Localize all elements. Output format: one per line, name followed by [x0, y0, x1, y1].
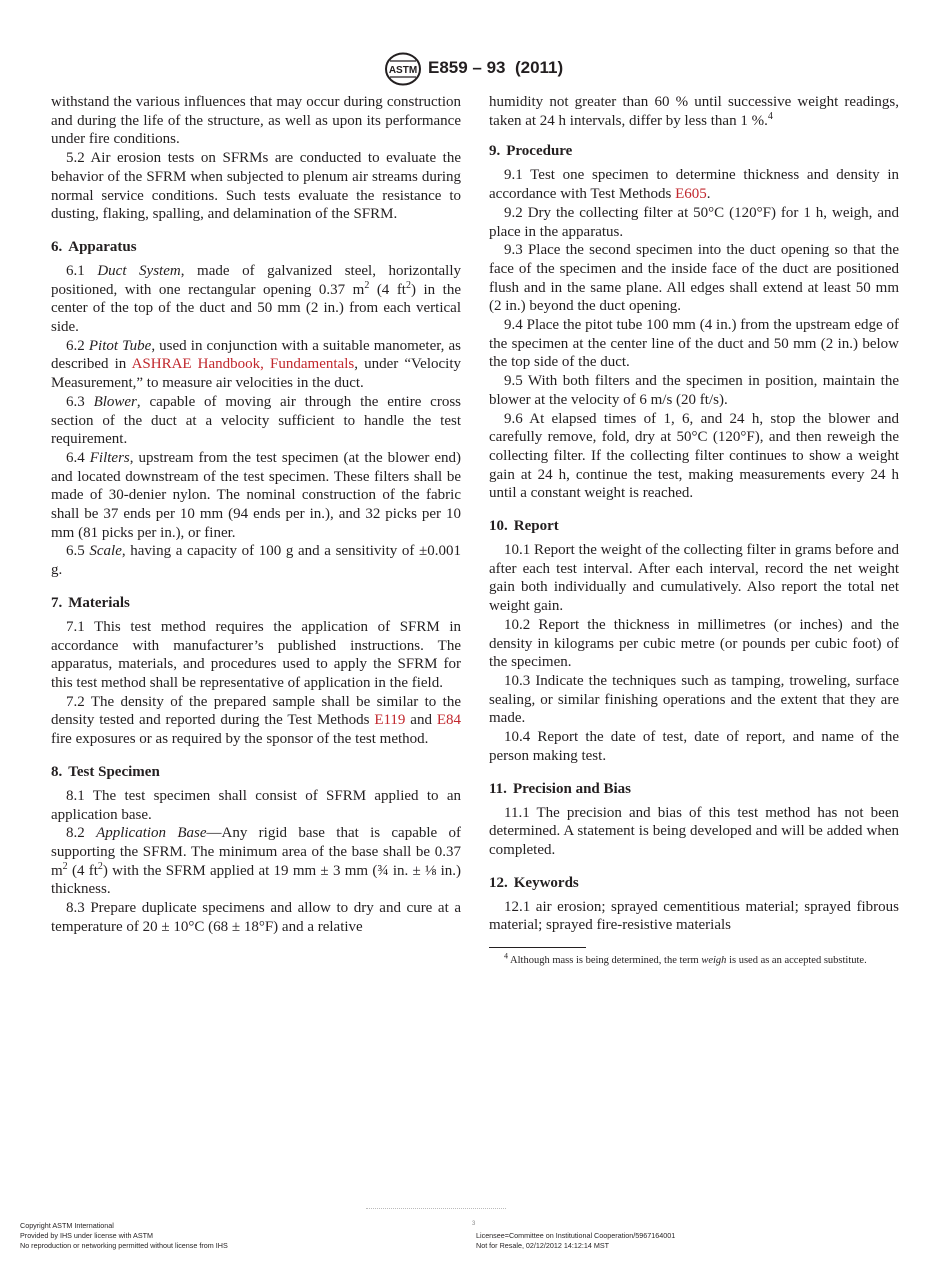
footer-resale-line: Not for Resale, 02/12/2012 14:12:14 MST	[476, 1241, 610, 1250]
paragraph-8-2: 8.2 Application Base—Any rigid base that is capable of supporting the SFRM. The minimum area of the base shall be 0.37 $m^2$ (4 $ft^2$) with the SFRM applied at 19 mm ± 3 mm (¾ in. ± ⅛ in.) thickness.	[51, 825, 462, 898]
paragraph-8-3-continued: humidity not greater than 60 % until successive weight readings, taken at 24 h intervals, differ by less than 1 %.$^4$	[489, 94, 899, 129]
paragraph-10-3: 10.3 Indicate the techniques such as tamping, troweling, surface sealing, or similar finishing operations and the extent that they are made.	[489, 672, 899, 727]
section-8-heading: 8. Test Specimen	[51, 763, 160, 780]
paragraph-9-2: 9.2 Dry the collecting filter at 50°C (120°F) for 1 h, weigh, and place in the apparatus.	[489, 204, 899, 240]
e119-link[interactable]: E119	[374, 712, 406, 729]
astm-logo-icon	[384, 52, 422, 86]
paragraph-6-5: 6.5 Scale, having a capacity of 100 g and a sensitivity of ±0.001 g.	[51, 543, 461, 579]
footnote-4: $^4$ Although mass is being determined, the term weigh is used as an accepted substitute.	[504, 951, 867, 967]
section-9-heading: 9. Procedure	[489, 143, 573, 160]
footer-divider	[366, 1208, 506, 1211]
paragraph-9-1: 9.1 Test one specimen to determine thickness and density in accordance with Test Methods E605.	[489, 167, 899, 203]
paragraph-7-1: 7.1 This test method requires the application of SFRM in accordance with manufacturer’s published instructions. The apparatus, materials, and procedures used to apply the SFRM for this test method shall be representative of application in the field.	[51, 618, 461, 691]
footer-licensee-line: Licensee=Committee on Institutional Cooperation/5967164001	[476, 1231, 676, 1240]
paragraph-9-6: 9.6 At elapsed times of 1, 6, and 24 h, stop the blower and carefully remove, fold, dry at 50°C (120°F), and then reweigh the collecting filter. If the collecting filter continues to show a weight gain at 24 h, continue the test, making measurements every 24 h until a constant weight is reached.	[489, 410, 899, 502]
paragraph-10-2: 10.2 Report the thickness in millimetres (or inches) and the density in kilograms per cubic metre (or pounds per cubic foot) of the specimen.	[489, 616, 899, 671]
paragraph-9-4: 9.4 Place the pitot tube 100 mm (4 in.) from the upstream edge of the specimen at the center line of the duct and 50 mm (2 in.) below the top side of the duct.	[489, 317, 899, 371]
left-column	[51, 93, 461, 936]
footnote-divider	[489, 947, 586, 948]
paragraph-11-1: 11.1 The precision and bias of this test method has not been determined. A statement is being developed and will be added when completed.	[489, 804, 899, 858]
paragraph-8-3: 8.3 Prepare duplicate specimens and allow to dry and cure at a temperature of 20 ± 10°C (68 ± 18°F) and a relative	[51, 900, 461, 935]
paragraph-10-4: 10.4 Report the date of test, date of report, and name of the person making test.	[489, 729, 899, 764]
footer-license	[476, 1231, 675, 1251]
footer-reproduction-line: No reproduction or networking permitted without license from IHS	[20, 1241, 228, 1250]
ashrae-handbook-link[interactable]: ASHRAE Handbook, Fundamentals	[131, 356, 355, 373]
designation-number: E859 – 93	[428, 58, 506, 77]
footer-copyright	[20, 1221, 228, 1251]
e605-link[interactable]: E605	[675, 186, 707, 203]
paragraph-8-1: 8.1 The test specimen shall consist of SFRM applied to an application base.	[51, 787, 461, 823]
footer-provider-line: Provided by IHS under license with ASTM	[20, 1231, 154, 1240]
paragraph-6-3: 6.3 Blower, capable of moving air through the entire cross section of the duct at a velocity sufficient to handle the test requirement.	[51, 393, 461, 448]
paragraph-9-5: 9.5 With both filters and the specimen in position, maintain the blower at the velocity of 6 m/s (20 ft/s).	[489, 373, 899, 408]
section-12-heading: 12. Keywords	[489, 874, 579, 891]
page-header	[0, 52, 950, 86]
paragraph-12-1: 12.1 air erosion; sprayed cementitious material; sprayed fibrous material; sprayed fire-resistive materials	[489, 898, 899, 934]
paragraph-5-1-continued: withstand the various influences that may occur during construction and during the life of the structure, as well as upon its performance under fire conditions.	[51, 94, 461, 148]
designation-year: (2011)	[514, 58, 564, 77]
paragraph-6-4: 6.4 Filters, upstream from the test specimen (at the blower end) and located downstream of the test specimen. These filters shall be made of 30-denier nylon. The nominal construction of the fabric shall be 37 ends per 10 mm (94 ends per in.), and 32 picks per 10 mm (81 picks per in.), or finer.	[51, 449, 461, 541]
section-10-heading: 10. Report	[489, 518, 559, 535]
logo-text: ASTM	[388, 65, 418, 76]
section-6-heading: 6. Apparatus	[51, 238, 137, 255]
paragraph-5-2: 5.2 Air erosion tests on SFRMs are conducted to evaluate the behavior of the SFRM when subjected to plenum air streams during normal service conditions. Such tests evaluate the resistance to dusting, flaking, spalling, and delamination of the SFRM.	[51, 150, 461, 223]
section-11-heading: 11. Precision and Bias	[489, 780, 632, 797]
e84-link[interactable]: E84	[436, 712, 461, 729]
footer-copyright-line: Copyright ASTM International	[20, 1221, 114, 1230]
document-designation	[428, 58, 563, 78]
paragraph-10-1: 10.1 Report the weight of the collecting filter in grams before and after each test interval. After each interval, record the net weight gain both individually and cumulatively. Also report the total net weight gain.	[489, 542, 899, 615]
paragraph-6-2: 6.2 Pitot Tube, used in conjunction with a suitable manometer, as described in ASHRAE Handbook, Fundamentals, under “Velocity Measurement,” to measure air velocities in the duct.	[51, 337, 462, 392]
footnote-4-reference[interactable]: 4	[767, 110, 773, 122]
paragraph-7-2: 7.2 The density of the prepared sample shall be similar to the density tested and reported during the Test Methods E119 and E84 fire exposures or as required by the sponsor of the test method.	[51, 693, 461, 748]
section-7-heading: 7. Materials	[51, 594, 130, 611]
right-column	[489, 93, 899, 968]
paragraph-6-1: 6.1 Duct System, made of galvanized steel, horizontally positioned, with one rectangular opening 0.37 $m^2$ (4 $ft^2$) in the center of the top of the duct and 50 mm (2 in.) from each vertical side.	[51, 262, 461, 336]
paragraph-9-3: 9.3 Place the second specimen into the duct opening so that the face of the specimen and the inside face of the duct are positioned flush and in the same plane. All edges shall extend at least 50 mm (2 in.) beyond the duct opening.	[489, 242, 899, 315]
page-marker: 3	[472, 1221, 476, 1227]
